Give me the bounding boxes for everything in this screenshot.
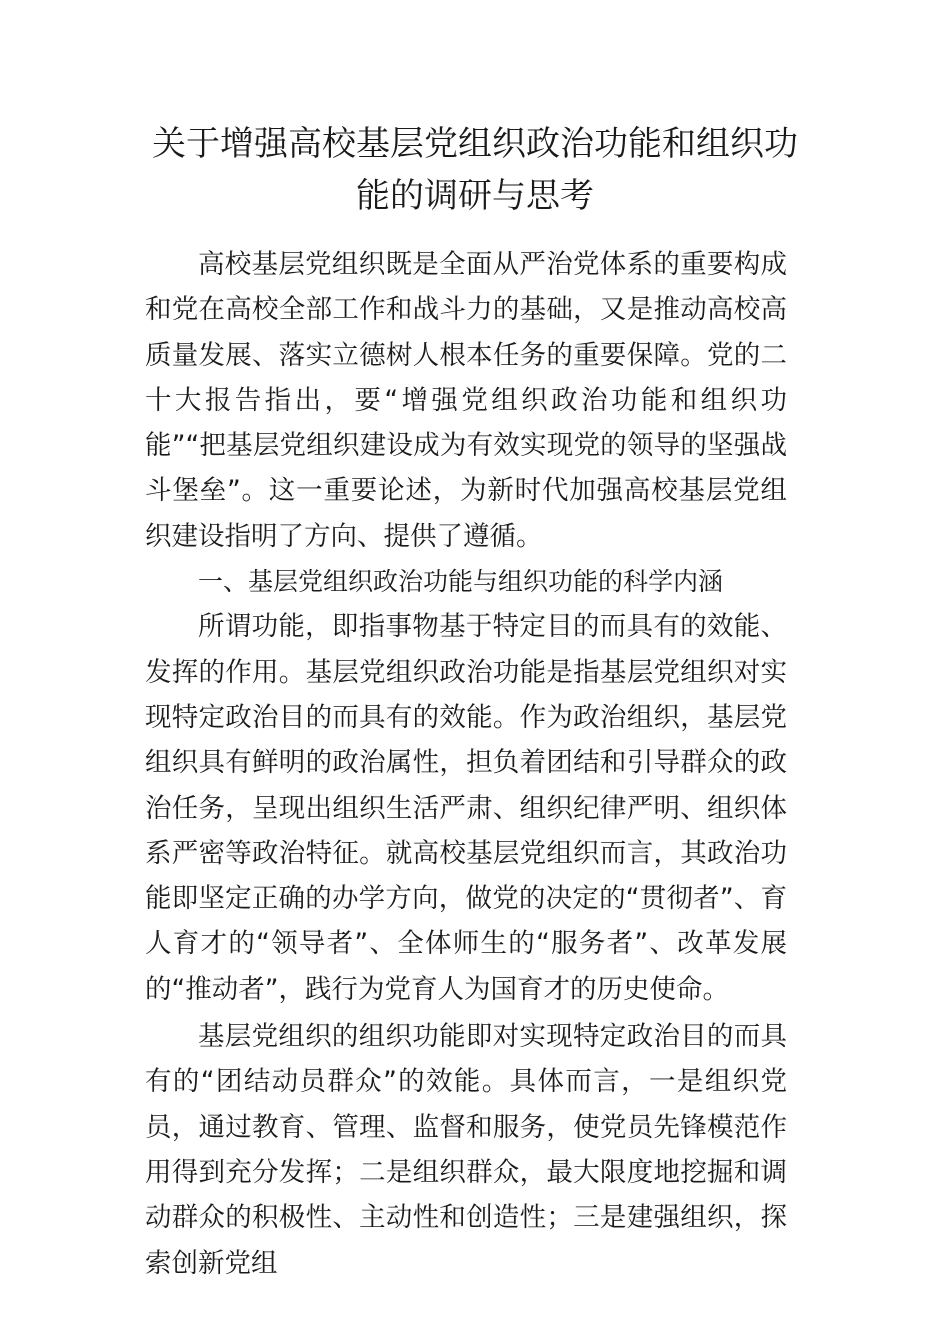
paragraph-political-function: 所谓功能，即指事物基于特定目的而具有的效能、发挥的作用。基层党组织政治功能是指基层党组织对实现特定政治目的而具有的效能。作为政治组织，基层党组织具有鲜明的政治属性，担负着团结和引导群众的政治任务，呈现出组织生活严肃、组织纪律严明、组织体系严密等政治特征。就高校基层党组织而言，其政治功能即坚定正确的办学方向，做党的决定的“贯彻者”、育人育才的“领导者”、全体师生的“服务者”、改革发展的“推动者”，践行为党育人为国育才的历史使命。 [145, 611, 787, 1005]
document-body [145, 242, 787, 1286]
paragraph-intro: 高校基层党组织既是全面从严治党体系的重要构成和党在高校全部工作和战斗力的基础，又是推动高校高质量发展、落实立德树人根本任务的重要保障。党的二十大报告指出，要“增强党组织政治功能和组织功能”“把基层党组织建设成为有效实现党的领导的坚强战斗堡垒”。这一重要论述，为新时代加强高校基层党组织建设指明了方向、提供了遵循。 [145, 249, 787, 552]
paragraph-organizational-function: 基层党组织的组织功能即对实现特定政治目的而具有的“团结动员群众”的效能。具体而言，一是组织党员，通过教育、管理、监督和服务，使党员先锋模范作用得到充分发挥；二是组织群众，最大限度地挖掘和调动群众的积极性、主动性和创造性；三是建强组织，探索创新党组 [145, 1021, 787, 1279]
document-title: 关于增强高校基层党组织政治功能和组织功能的调研与思考 [152, 124, 798, 216]
section-heading-1: 一、基层党组织政治功能与组织功能的科学内涵 [198, 567, 724, 597]
